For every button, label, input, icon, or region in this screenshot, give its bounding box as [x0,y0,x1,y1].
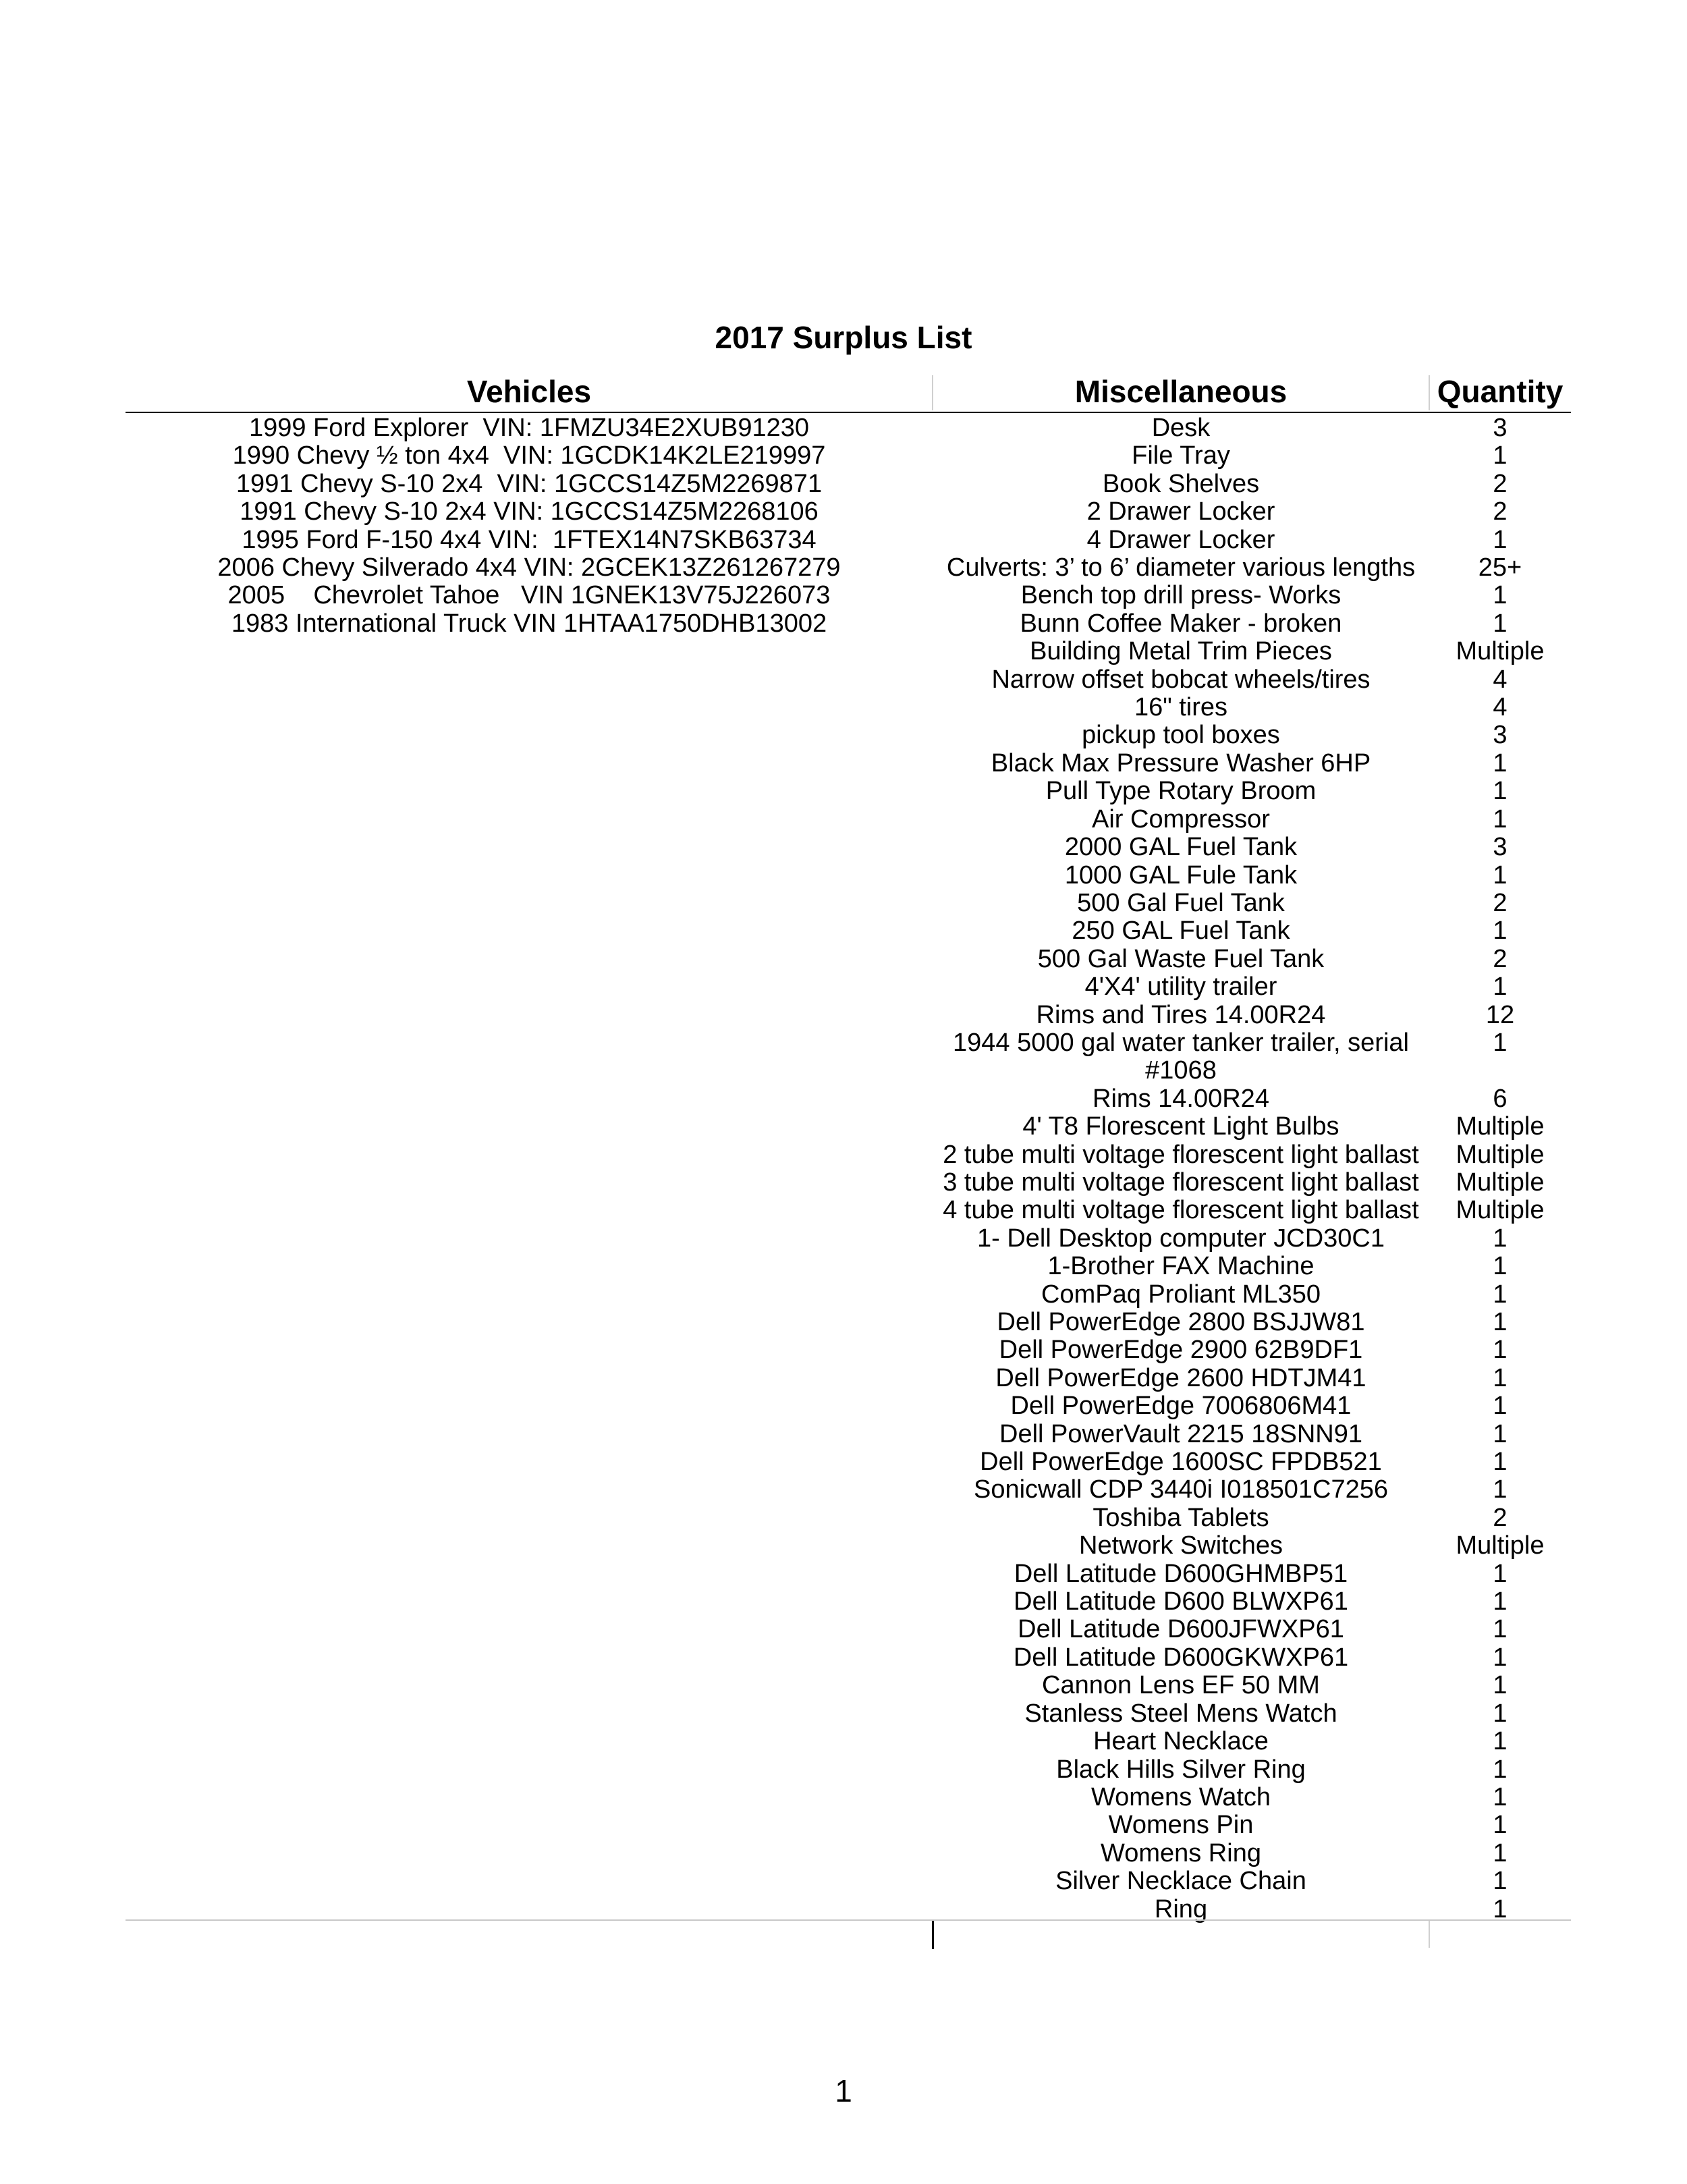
misc-row [933,526,1571,554]
misc-row [933,806,1571,834]
misc-item: Desk [1151,414,1211,442]
misc-item: Dell PowerEdge 1600SC FPDB521 [980,1448,1382,1477]
misc-quantity: 2 [1493,497,1508,526]
misc-item: 2000 GAL Fuel Tank [1064,833,1298,862]
misc-row [933,750,1571,777]
misc-item: File Tray [1132,441,1230,470]
misc-row [933,777,1571,805]
misc-quantity: 1 [1493,1419,1508,1448]
misc-item: Womens Ring [1101,1838,1261,1867]
misc-row [933,1728,1571,1755]
misc-row [933,1392,1571,1420]
misc-row [933,1197,1571,1224]
misc-quantity: 1 [1493,1559,1508,1588]
misc-item: Toshiba Tablets [1093,1503,1269,1532]
vehicle-row [126,582,933,609]
misc-quantity: 2 [1493,888,1508,917]
table-bottom-rule [126,1919,1571,1921]
vehicle-description: 2006 Chevy Silverado 4x4 VIN: 2GCEK13Z261267279 [217,553,841,582]
misc-item: 16" tires [1134,693,1228,722]
misc-quantity: 25+ [1478,553,1522,582]
misc-quantity: 1 [1493,1755,1508,1784]
misc-item: 250 GAL Fuel Tank [1072,917,1290,946]
misc-row [933,1169,1571,1197]
misc-item: Dell Latitude D600JFWXP61 [1018,1615,1344,1644]
column-divider [1429,375,1430,410]
misc-item: Dell PowerEdge 2800 BSJJW81 [997,1308,1365,1336]
misc-item: Dell Latitude D600GKWXP61 [1013,1643,1349,1672]
misc-item: Narrow offset bobcat wheels/tires [991,665,1371,694]
misc-item: Bench top drill press- Works [1020,581,1342,610]
vehicle-row [126,442,933,470]
misc-quantity: 1 [1493,609,1508,638]
misc-row [933,1672,1571,1699]
misc-quantity: 1 [1493,748,1508,777]
misc-quantity: 1 [1493,1308,1508,1336]
misc-row [933,638,1571,665]
misc-row [933,1811,1571,1839]
misc-quantity: 1 [1493,1475,1508,1504]
misc-row [933,890,1571,917]
misc-item: Dell PowerEdge 2600 HDTJM41 [995,1363,1366,1392]
misc-quantity: 1 [1493,1224,1508,1253]
misc-quantity: 1 [1493,1699,1508,1728]
misc-quantity: 1 [1493,973,1508,1002]
misc-row [933,1504,1571,1532]
misc-quantity: 1 [1493,861,1508,890]
misc-item: Rims and Tires 14.00R24 [1036,1000,1326,1029]
vehicle-row [126,554,933,582]
misc-quantity: 4 [1493,693,1508,722]
vehicle-description: 2005 Chevrolet Tahoe VIN 1GNEK13V75J226073 [227,581,831,610]
misc-item: 1-Brother FAX Machine [1047,1252,1315,1281]
misc-row [933,1113,1571,1141]
vehicle-description: 1999 Ford Explorer VIN: 1FMZU34E2XUB91230 [248,414,810,442]
vehicle-row [126,470,933,498]
misc-item: Ring [1154,1894,1208,1923]
misc-item: Cannon Lens EF 50 MM [1042,1671,1320,1700]
misc-row [933,1644,1571,1672]
misc-row [933,1616,1571,1643]
header-rule [126,412,1571,413]
vehicle-row [126,498,933,526]
misc-row [933,721,1571,749]
vehicles-column-header: Vehicles [466,374,592,409]
misc-row [933,1867,1571,1895]
vehicles-list [126,414,933,638]
misc-row [933,862,1571,890]
misc-quantity: 1 [1493,917,1508,946]
page-number: 1 [835,2073,852,2108]
misc-quantity: 3 [1493,833,1508,862]
misc-quantity: 1 [1493,1811,1508,1840]
misc-item: Dell PowerVault 2215 18SNN91 [999,1419,1362,1448]
misc-item: Dell Latitude D600 BLWXP61 [1014,1587,1348,1616]
misc-quantity: 12 [1485,1000,1515,1029]
misc-quantity: 1 [1493,1727,1508,1756]
misc-quantity: 1 [1493,441,1508,470]
misc-quantity: 1 [1493,1671,1508,1700]
misc-row [933,917,1571,945]
misc-item: Bunn Coffee Maker - broken [1020,609,1342,638]
misc-item: Black Max Pressure Washer 6HP [991,748,1371,777]
misc-row [933,694,1571,721]
misc-quantity: 1 [1493,1782,1508,1811]
misc-row [933,1560,1571,1588]
column-divider [932,1921,934,1949]
misc-item: 4' T8 Florescent Light Bulbs [1022,1112,1339,1141]
misc-quantity: Multiple [1456,1196,1545,1225]
misc-row [933,1840,1571,1867]
misc-item: Womens Watch [1090,1782,1271,1811]
misc-row [933,610,1571,638]
vehicle-row [126,610,933,638]
misc-row [933,1336,1571,1364]
misc-item: Stanless Steel Mens Watch [1024,1699,1337,1728]
misc-quantity: Multiple [1456,1531,1545,1560]
misc-item: Black Hills Silver Ring [1056,1755,1306,1784]
misc-row [933,582,1571,609]
vehicle-description: 1990 Chevy ½ ton 4x4 VIN: 1GCDK14K2LE219997 [232,441,826,470]
misc-item: Silver Necklace Chain [1055,1867,1306,1896]
misc-quantity: 1 [1493,1280,1508,1309]
misc-item: Network Switches [1079,1531,1283,1560]
misc-item: Heart Necklace [1093,1727,1269,1756]
misc-item: 1000 GAL Fule Tank [1064,861,1298,890]
vehicle-description: 1983 International Truck VIN 1HTAA1750DHB13002 [231,609,827,638]
misc-item: Pull Type Rotary Broom [1045,777,1317,806]
misc-item: Air Compressor [1092,804,1270,834]
misc-item: 4'X4' utility trailer [1084,973,1277,1002]
column-divider [932,375,933,410]
misc-row [933,1756,1571,1784]
misc-quantity: 1 [1493,1838,1508,1867]
misc-quantity: 1 [1493,525,1508,554]
misc-item: 500 Gal Waste Fuel Tank [1037,944,1325,973]
misc-row [933,666,1571,694]
misc-quantity: 3 [1493,721,1508,750]
misc-row [933,946,1571,973]
misc-item: pickup tool boxes [1082,721,1280,750]
misc-item: Rims 14.00R24 [1093,1084,1269,1113]
misc-row [933,973,1571,1001]
misc-item: Book Shelves [1102,469,1260,498]
misc-item: Building Metal Trim Pieces [1030,637,1332,666]
misc-item: ComPaq Proliant ML350 [1041,1280,1321,1309]
misc-item: 4 Drawer Locker [1086,525,1275,554]
miscellaneous-column-header: Miscellaneous [1074,374,1288,409]
misc-item: 1- Dell Desktop computer JCD30C1 [976,1224,1385,1253]
misc-quantity: 1 [1493,777,1508,806]
misc-quantity: 4 [1493,665,1508,694]
misc-row [933,1448,1571,1476]
misc-quantity: 1 [1493,1252,1508,1281]
misc-quantity: 2 [1493,469,1508,498]
misc-item: 3 tube multi voltage florescent light ballast [943,1168,1419,1197]
quantity-column-header: Quantity [1437,374,1564,409]
misc-quantity: 1 [1493,1867,1508,1896]
misc-quantity: 3 [1493,414,1508,442]
misc-row [933,1784,1571,1811]
misc-row [933,1588,1571,1616]
misc-item: Sonicwall CDP 3440i I018501C7256 [973,1475,1389,1504]
misc-quantity: 1 [1493,1448,1508,1477]
misc-row [933,1421,1571,1448]
misc-quantity: 1 [1493,1615,1508,1644]
misc-row [933,1476,1571,1504]
misc-item: Dell PowerEdge 2900 62B9DF1 [999,1336,1363,1365]
misc-row [933,414,1571,442]
misc-quantity: Multiple [1456,1112,1545,1141]
misc-row [933,1365,1571,1392]
misc-quantity: 6 [1493,1084,1508,1113]
misc-row [933,442,1571,470]
misc-item: 2 tube multi voltage florescent light ballast [943,1140,1419,1169]
misc-quantity: 1 [1493,1587,1508,1616]
misc-quantity: 1 [1493,804,1508,834]
vehicle-row [126,414,933,442]
misc-row [933,554,1571,582]
misc-row [933,1002,1571,1029]
misc-quantity: 2 [1493,944,1508,973]
misc-item: Dell PowerEdge 7006806M41 [1010,1392,1352,1421]
misc-row [933,1700,1571,1728]
misc-item: Dell Latitude D600GHMBP51 [1014,1559,1348,1588]
misc-row [933,1085,1571,1113]
misc-quantity: Multiple [1456,1140,1545,1169]
misc-row [933,1253,1571,1280]
misc-item: 1944 5000 gal water tanker trailer, serial #1068 [953,1028,1409,1085]
miscellaneous-list [933,414,1571,1923]
misc-row [933,1225,1571,1253]
page-title: 2017 Surplus List [715,320,972,355]
misc-item: 4 tube multi voltage florescent light ballast [943,1196,1419,1225]
misc-item: Womens Pin [1108,1811,1254,1840]
misc-quantity: 1 [1493,1894,1508,1923]
misc-row [933,1029,1571,1085]
vehicle-description: 1991 Chevy S-10 2x4 VIN: 1GCCS14Z5M2268106 [240,497,819,526]
misc-quantity: 1 [1493,1028,1508,1057]
misc-quantity: 1 [1493,1336,1508,1365]
misc-row [933,1141,1571,1169]
misc-item: 2 Drawer Locker [1086,497,1275,526]
misc-quantity: Multiple [1456,1168,1545,1197]
vehicle-description: 1991 Chevy S-10 2x4 VIN: 1GCCS14Z5M2269871 [236,469,823,498]
misc-row [933,834,1571,861]
misc-row [933,470,1571,498]
misc-quantity: 1 [1493,1392,1508,1421]
misc-item: Culverts: 3’ to 6’ diameter various lengths [946,553,1416,582]
misc-row [933,1532,1571,1560]
misc-row [933,498,1571,526]
misc-row [933,1309,1571,1336]
misc-quantity: 2 [1493,1503,1508,1532]
misc-quantity: 1 [1493,581,1508,610]
column-divider [1429,1921,1430,1948]
misc-quantity: 1 [1493,1363,1508,1392]
misc-row [933,1281,1571,1309]
misc-item: 500 Gal Fuel Tank [1077,888,1285,917]
misc-quantity: 1 [1493,1643,1508,1672]
vehicle-description: 1995 Ford F-150 4x4 VIN: 1FTEX14N7SKB63734 [242,525,817,554]
vehicle-row [126,526,933,554]
misc-quantity: Multiple [1456,637,1545,666]
